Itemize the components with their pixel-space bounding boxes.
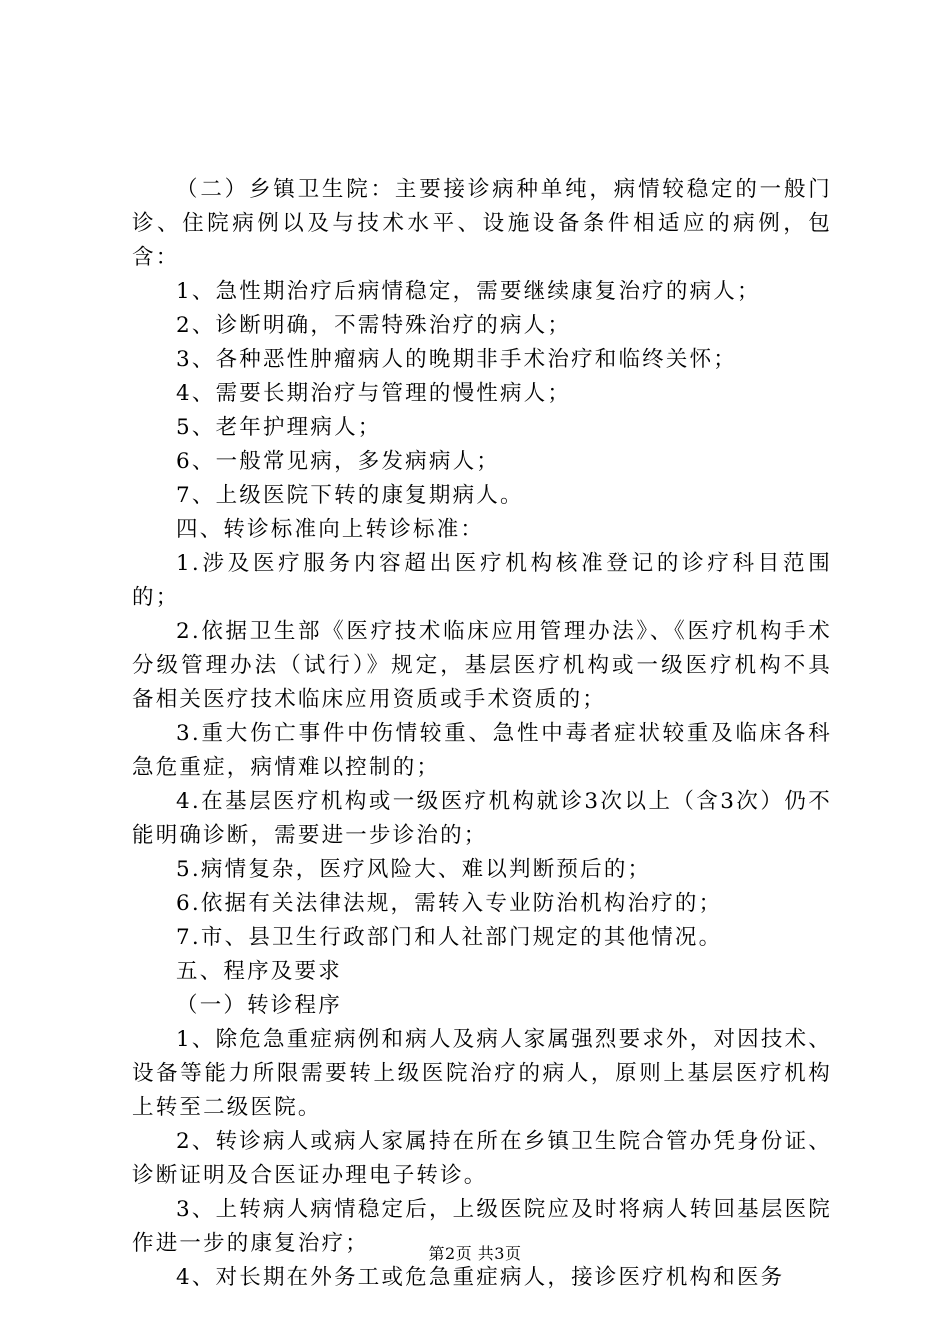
- subsection-heading-referral-procedure: （一）转诊程序: [176, 993, 342, 1018]
- list-item: 7.市、县卫生行政部门和人社部门规定的其他情况。: [176, 925, 723, 950]
- list-item: 6.依据有关法律法规，需转入专业防治机构治疗的；: [176, 891, 723, 916]
- document-body: [132, 173, 832, 1295]
- list-item: 2.依据卫生部《医疗技术临床应用管理办法》、《医疗机构手术分级管理办法（试行）》规定，基层医疗机构或一级医疗机构不具备相关医疗技术临床应用资质或手术资质的；: [132, 619, 832, 712]
- list-item: 5.病情复杂，医疗风险大、难以判断预后的；: [176, 857, 652, 882]
- list-item: 7、上级医院下转的康复期病人。: [176, 483, 524, 508]
- list-item: 3、各种恶性肿瘤病人的晚期非手术治疗和临终关怀；: [176, 347, 737, 372]
- list-item: 1、急性期治疗后病情稳定，需要继续康复治疗的病人；: [176, 279, 761, 304]
- list-item: 6、一般常见病，多发病病人；: [176, 449, 500, 474]
- list-item: 5、老年护理病人；: [176, 415, 382, 440]
- page-number-footer: 第2页 共3页: [428, 1244, 522, 1263]
- list-item: 1.涉及医疗服务内容超出医疗机构核准登记的诊疗科目范围的；: [132, 551, 832, 610]
- list-item: 2、转诊病人或病人家属持在所在乡镇卫生院合管办凭身份证、诊断证明及合医证办理电子转诊。: [132, 1129, 832, 1188]
- section-heading-procedure: 五、程序及要求: [176, 959, 342, 984]
- list-item: 4、需要长期治疗与管理的慢性病人；: [176, 381, 572, 406]
- list-item: 4.在基层医疗机构或一级医疗机构就诊3次以上（含3次）仍不能明确诊断，需要进一步诊治的；: [132, 789, 832, 848]
- paragraph-township-hospital: （二）乡镇卫生院：主要接诊病种单纯，病情较稳定的一般门诊、住院病例以及与技术水平、设施设备条件相适应的病例，包含：: [132, 177, 832, 270]
- section-heading-referral-standard: 四、转诊标准向上转诊标准：: [176, 517, 485, 542]
- list-item: 3、上转病人病情稳定后，上级医院应及时将病人转回基层医院作进一步的康复治疗；: [132, 1197, 832, 1256]
- list-item: 1、除危急重症病例和病人及病人家属强烈要求外，对因技术、设备等能力所限需要转上级医院治疗的病人，原则上基层医疗机构上转至二级医院。: [132, 1027, 832, 1120]
- list-item: 2、诊断明确，不需特殊治疗的病人；: [176, 313, 572, 338]
- list-item: 4、对长期在外务工或危急重症病人，接诊医疗机构和医务: [176, 1265, 785, 1290]
- list-item: 3.重大伤亡事件中伤情较重、急性中毒者症状较重及临床各科急危重症，病情难以控制的；: [132, 721, 832, 780]
